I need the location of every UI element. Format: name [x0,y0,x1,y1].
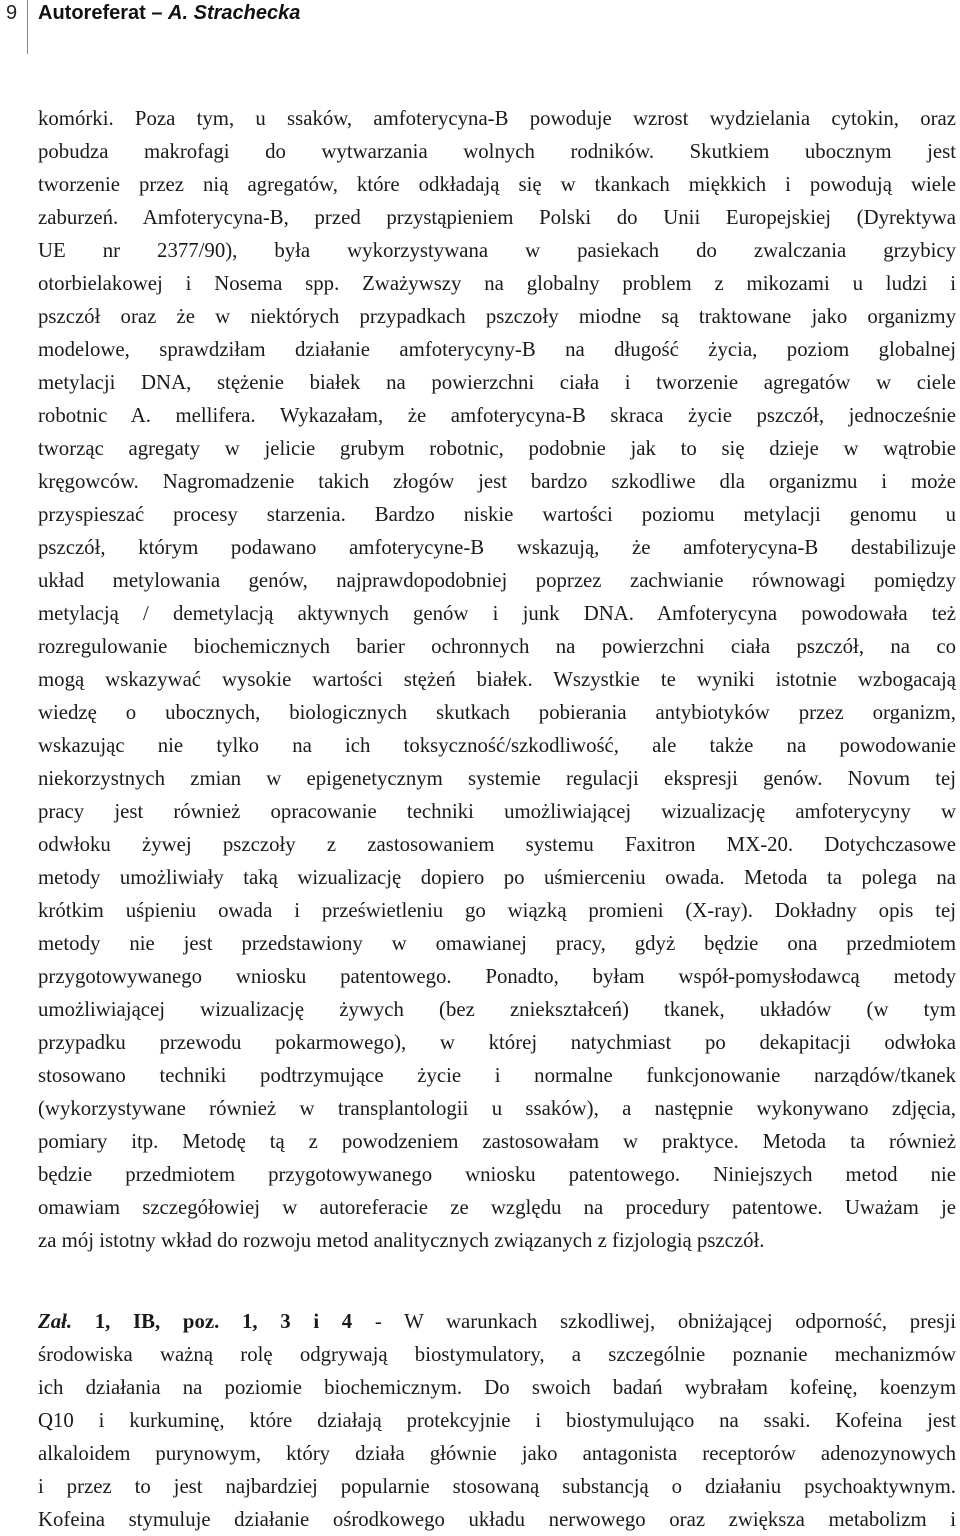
paragraph-line: pszczół, którym podawano amfoterycyne-B wskazują, że amfoterycyna-B destabilizuje [38,536,956,559]
paragraph-line: UE nr 2377/90), była wykorzystywana w pasiekach do zwalczania grzybicy [38,239,956,262]
paragraph-gap [38,1257,956,1305]
line-text: - W warunkach szkodliwej, obniżającej odporność, presji [374,1310,956,1333]
paragraph-line: (wykorzystywane również w transplantologii u ssaków), a następnie wykonywano zdjęcia, [38,1097,956,1120]
paragraph-line: pomiary itp. Metodę tą z powodzeniem zastosowałam w praktyce. Metoda ta również [38,1130,956,1153]
paragraph-line: za mój istotny wkład do rozwoju metod analitycznych związanych z fizjologią pszczół. [38,1229,765,1252]
paragraph-line: mogą wskazywać wysokie wartości stężeń białek. Wszystkie te wyniki istotnie wzbogacają [38,668,956,691]
header-divider [27,0,28,54]
paragraph-line: omawiam szczegółowiej w autoreferacie ze względu na procedury patentowe. Uważam je [38,1196,956,1219]
paragraph-line: przypadku przewodu pokarmowego), w której natychmiast po dekapitacji odwłoka [38,1031,956,1054]
paragraph-line: alkaloidem purynowym, który działa głównie jako antagonista receptorów adenozynowych [38,1442,956,1465]
paragraph-line: zaburzeń. Amfoterycyna-B, przed przystąpieniem Polski do Unii Europejskiej (Dyrektywa [38,206,956,229]
paragraph-line: umożliwiającej wizualizację żywych (bez zniekształceń) tkanek, układów (w tym [38,998,956,1021]
paragraph-line: przyspieszać procesy starzenia. Bardzo niskie wartości poziomu metylacji genomu u [38,503,956,526]
paragraph-line: środowiska ważną rolę odgrywają biostymulatory, a szczególnie poznanie mechanizmów [38,1343,956,1366]
paragraph-line [38,1305,956,1338]
document-body [38,102,956,1536]
paragraph-line: wskazując nie tylko na ich toksyczność/szkodliwość, ale także na powodowanie [38,734,956,757]
running-title-author: A. Strachecka [168,2,301,24]
paragraph-biostimulators [38,1305,956,1536]
paragraph-line: niekorzystnych zmian w epigenetycznym systemie regulacji ekspresji genów. Novum tej [38,767,956,790]
paragraph-line: wiedzę o ubocznych, biologicznych skutkach pobierania antybiotyków przez organizm, [38,701,956,724]
running-title-prefix: Autoreferat – [38,2,163,24]
paragraph-line: kręgowców. Nagromadzenie takich złogów jest bardzo szkodliwe dla organizmu i może [38,470,956,493]
paragraph-line: Kofeina stymuluje działanie ośrodkowego układu nerwowego oraz zwiększa metabolizm i [38,1508,956,1531]
paragraph-line: metody umożliwiały taką wizualizację dopiero po uśmierceniu owada. Metoda ta polega na [38,866,956,889]
paragraph-line: odwłoku żywej pszczoły z zastosowaniem systemu Faxitron MX-20. Dotychczasowe [38,833,956,856]
page-header [0,0,960,56]
paragraph-line: metylacją / demetylacją aktywnych genów i junk DNA. Amfoterycyna powodowała też [38,602,956,625]
paragraph-line: pracy jest również opracowanie techniki umożliwiającej wizualizację amfoterycyny w [38,800,956,823]
paragraph-line: tworząc agregaty w jelicie grubym robotnic, podobnie jak to się dzieje w wątrobie [38,437,956,460]
paragraph-line: krótkim uśpieniu owada i prześwietleniu go wiązką promieni (X-ray). Dokładny opis tej [38,899,956,922]
paragraph-line: otorbielakowej i Nosema spp. Zważywszy na globalny problem z mikozami u ludzi i [38,272,956,295]
paragraph-line: komórki. Poza tym, u ssaków, amfoterycyna-B powoduje wzrost wydzielania cytokin, oraz [38,107,956,130]
paragraph-line: rozregulowanie biochemicznych barier ochronnych na powierzchni ciała pszczół, na co [38,635,956,658]
paragraph-line: i przez to jest najbardziej popularnie stosowaną substancją o działaniu psychoaktywnym. [38,1475,956,1498]
paragraph-line: robotnic A. mellifera. Wykazałam, że amfoterycyna-B skraca życie pszczół, jednocześnie [38,404,956,427]
paragraph-line: pszczół oraz że w niektórych przypadkach pszczoły miodne są traktowane jako organizmy [38,305,956,328]
paragraph-line: będzie przedmiotem przygotowywanego wniosku patentowego. Niniejszych metod nie [38,1163,956,1186]
running-title [38,2,300,25]
paragraph-line: metylacji DNA, stężenie białek na powierzchni ciała i tworzenie agregatów w ciele [38,371,956,394]
paragraph-line: modelowe, sprawdziłam działanie amfoterycyny-B na długość życia, poziom globalnej [38,338,956,361]
paragraph-line: stosowano techniki podtrzymujące życie i normalne funkcjonowanie narządów/tkanek [38,1064,956,1087]
paragraph-line: pobudza makrofagi do wytwarzania wolnych rodników. Skutkiem ubocznym jest [38,140,956,163]
paragraph-amphotericin [38,102,956,1257]
paragraph-line: Q10 i kurkuminę, które działają protekcyjnie i biostymulująco na ssaki. Kofeina jest [38,1409,956,1432]
attachment-label: Zał. [38,1310,73,1333]
paragraph-line: przygotowywanego wniosku patentowego. Ponadto, byłam współ-pomysłodawcą metody [38,965,956,988]
paragraph-line: metody nie jest przedstawiony w omawianej pracy, gdyż będzie ona przedmiotem [38,932,956,955]
paragraph-line: ich działania na poziomie biochemicznym. Do swoich badań wybrałam kofeinę, koenzym [38,1376,956,1399]
paragraph-line: układ metylowania genów, najprawdopodobniej poprzez zachwianie równowagi pomiędzy [38,569,956,592]
page-number: 9 [6,2,18,24]
attachment-reference: 1, IB, poz. 1, 3 i 4 [94,1310,353,1333]
paragraph-line: tworzenie przez nią agregatów, które odkładają się w tkankach miękkich i powodują wiele [38,173,956,196]
